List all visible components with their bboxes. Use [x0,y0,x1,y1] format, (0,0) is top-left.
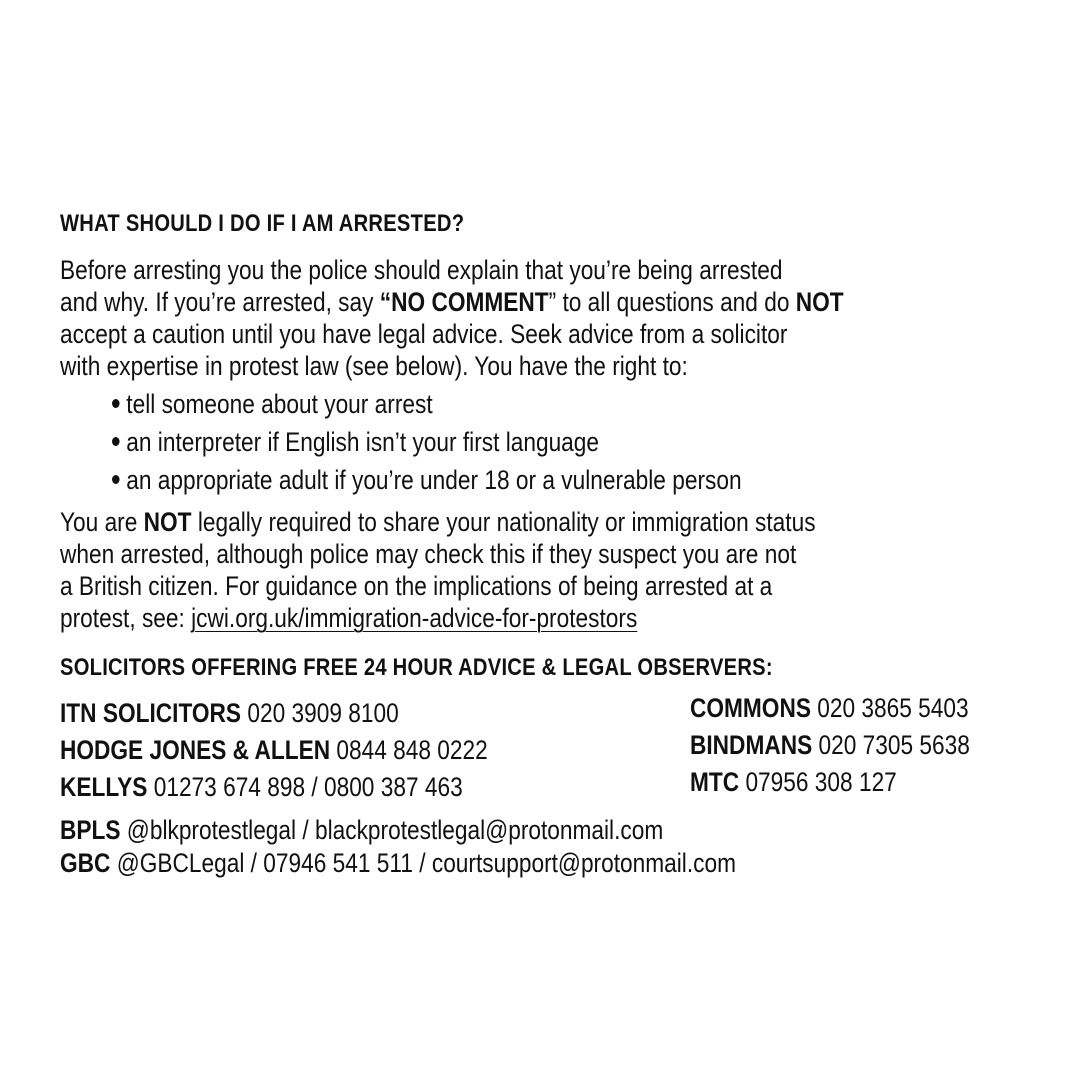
bullet-icon [112,475,120,484]
nationality-line-3-text: a British citizen. For guidance on the implications of being arrested at a [60,571,773,601]
jcwi-link[interactable]: jcwi.org.uk/immigration-advice-for-protestors [191,603,638,633]
nationality-line-3 [60,570,908,602]
contact-bpls-content [60,814,663,846]
rights-item-label: an appropriate adult if you’re under 18 or a vulnerable person [126,465,742,495]
bullet-icon [112,399,120,408]
nationality-line-1-part-b: legally required to share your nationality or immigration status [191,507,816,537]
contact-bpls [60,814,778,846]
rights-item-content [112,464,742,496]
intro-line-2-part-b: to all questions and do [556,287,796,317]
not-emphasis: NOT [795,287,844,317]
intro-line-2 [60,286,993,318]
arrested-heading [60,209,541,239]
contact-gbc [60,847,865,879]
contact-bindmans-content [690,729,970,761]
contact-name: ITN SOLICITORS [60,698,242,728]
nationality-line-1-part-a: You are [60,507,144,537]
rights-item [112,388,494,420]
rights-item-content [112,388,433,420]
nationality-line-2-text: when arrested, although police may check this if they suspect you are not [60,539,797,569]
intro-line-4 [60,350,807,382]
not-emphasis: NOT [143,507,192,537]
contact-details[interactable]: @GBCLegal / 07946 541 511 / courtsupport@protonmail.com [116,848,736,878]
arrested-heading-text: WHAT SHOULD I DO IF I AM ARRESTED? [60,210,465,237]
intro-line-3-text: accept a caution until you have legal advice. Seek advice from a solicitor [60,319,788,349]
intro-line-1-text: Before arresting you the police should explain that you’re being arrested [60,255,783,285]
contact-phone[interactable]: 020 7305 5638 [818,730,970,760]
contact-phone[interactable]: 0844 848 0222 [336,735,488,765]
intro-line-2-part-a: and why. If you’re arrested, say [60,287,380,317]
contact-mtc [690,766,936,798]
contact-name: GBC [60,848,111,878]
solicitors-heading [60,653,909,683]
quote-close: ” [548,287,557,317]
contact-name: KELLYS [60,772,148,802]
intro-line-3 [60,318,926,350]
contact-name: BPLS [60,815,121,845]
nationality-line-2 [60,538,937,570]
contact-name: BINDMANS [690,730,813,760]
contact-hodge-jones-allen [60,734,569,766]
rights-item-label: tell someone about your arrest [126,389,433,419]
contact-commons [690,692,1022,724]
contact-name: MTC [690,767,740,797]
contact-hodge-jones-allen-content [60,734,488,766]
rights-item-content [112,426,599,458]
contact-commons-content [690,692,969,724]
nationality-line-1 [60,506,959,538]
contact-phone[interactable]: 020 3865 5403 [817,693,969,723]
quote-open: “ [379,287,392,317]
contact-itn-content [60,697,399,729]
nationality-line-4 [60,602,747,634]
no-comment-emphasis: NO COMMENT [391,287,549,317]
nationality-line-1-text [60,506,816,538]
intro-line-1 [60,254,920,286]
rights-item [112,426,692,458]
bullet-icon [112,437,120,446]
contact-kellys [60,771,539,803]
contact-phone[interactable]: 07956 308 127 [745,767,897,797]
contact-bindmans [690,729,1023,761]
solicitors-heading-text: SOLICITORS OFFERING FREE 24 HOUR ADVICE & LEGAL OBSERVERS: [60,654,773,681]
contact-name: COMMONS [690,693,811,723]
nationality-line-4-text [60,602,637,634]
contact-name: HODGE JONES & ALLEN [60,735,331,765]
nationality-line-4-part-a: protest, see: [60,603,192,633]
intro-line-2-text [60,286,844,318]
contact-phone[interactable]: 020 3909 8100 [247,698,399,728]
rights-item [112,464,861,496]
contact-phone[interactable]: 01273 674 898 / 0800 387 463 [153,772,463,802]
contact-gbc-content [60,847,736,879]
rights-item-label: an interpreter if English isn’t your first language [126,427,600,457]
contact-itn [60,697,463,729]
intro-line-4-text: with expertise in protest law (see below). You have the right to: [60,351,688,381]
contact-mtc-content [690,766,897,798]
contact-details[interactable]: @blkprotestlegal / blackprotestlegal@protonmail.com [126,815,664,845]
contact-kellys-content [60,771,463,803]
